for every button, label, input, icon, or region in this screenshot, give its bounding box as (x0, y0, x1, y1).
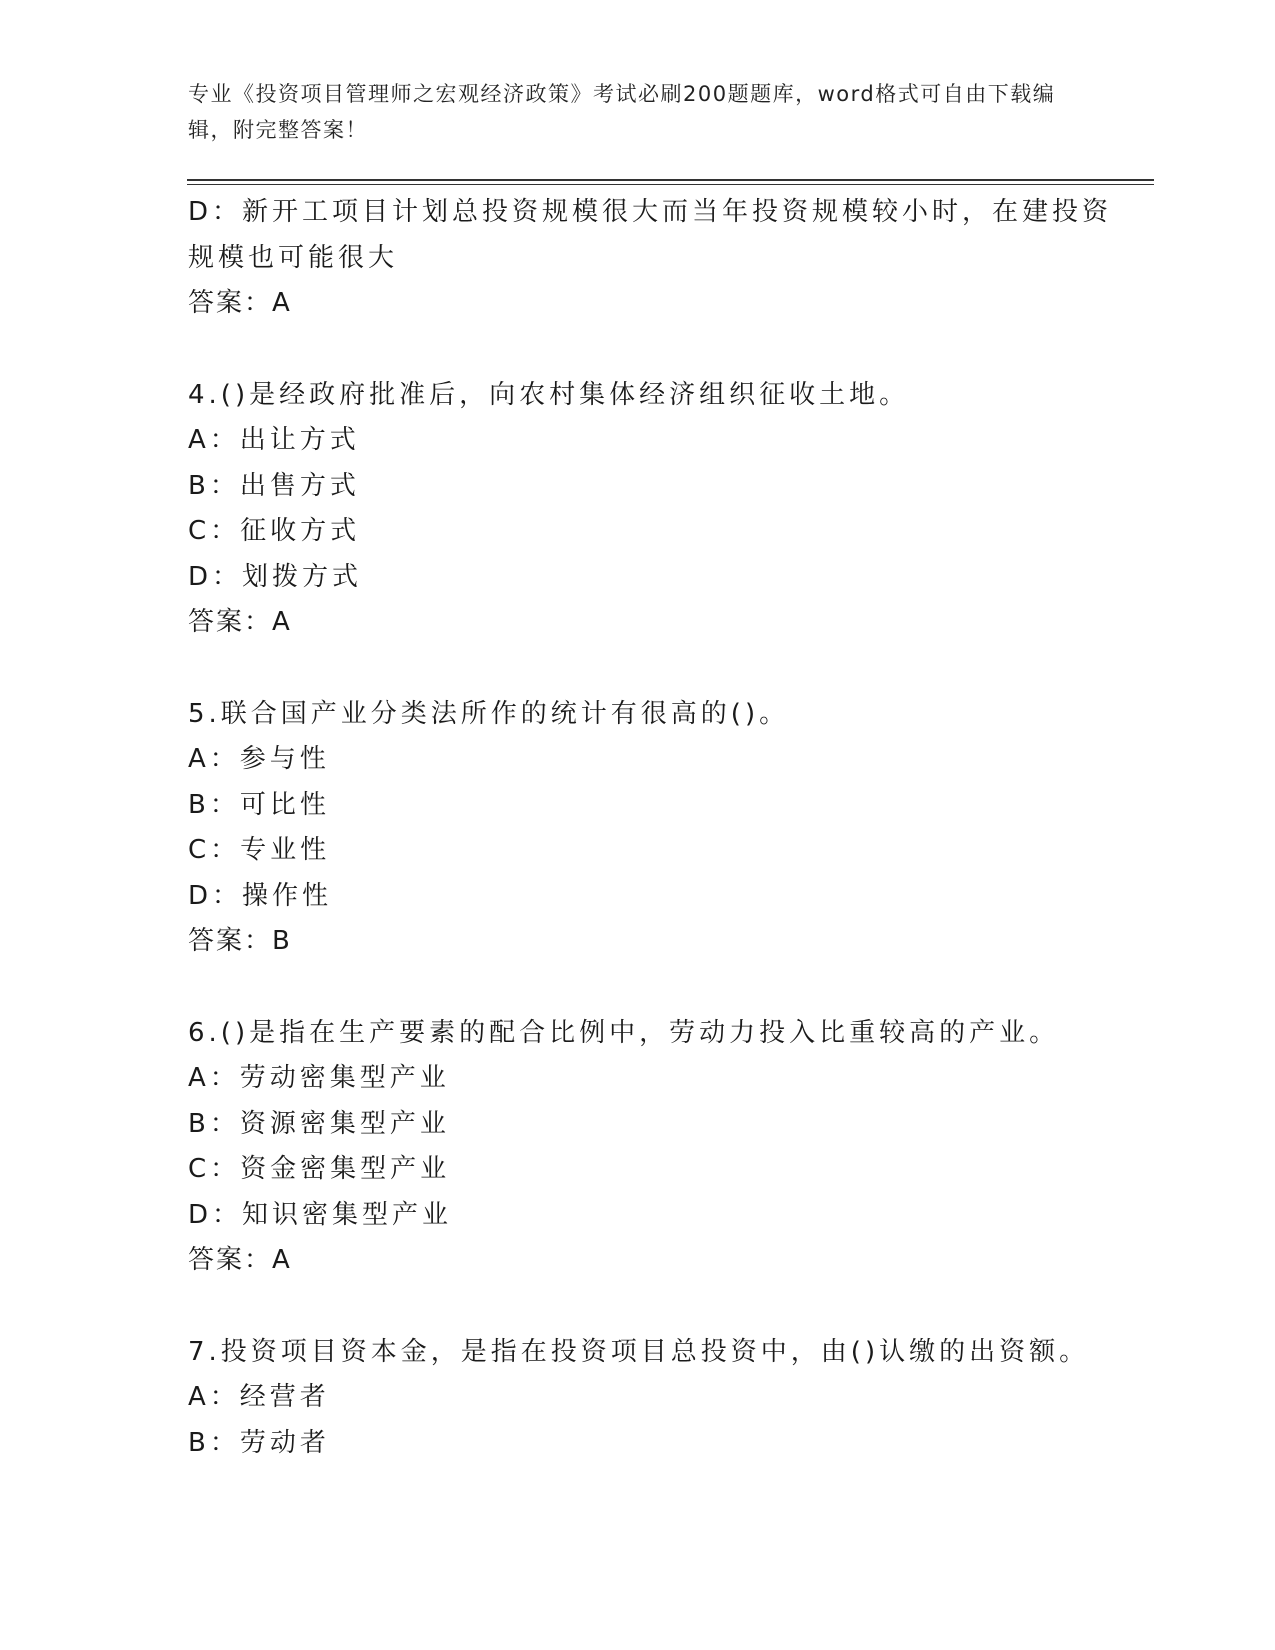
header-rule-thick (187, 179, 1154, 181)
option-c: C：专业性 (188, 835, 331, 865)
option-d-line-1: D：新开工项目计划总投资规模很大而当年投资规模较小时，在建投资 (188, 197, 1113, 227)
question-stem: 5.联合国产业分类法所作的统计有很高的()。 (188, 698, 790, 729)
option-d: D：划拨方式 (188, 561, 363, 592)
option-a: A：劳动密集型产业 (188, 1063, 450, 1093)
question-stem: 4.()是经政府批准后，向农村集体经济组织征收土地。 (188, 379, 910, 410)
option-d-line-2: 规模也可能很大 (188, 242, 399, 273)
option-a: A：经营者 (188, 1382, 330, 1412)
answer: 答案：A (188, 607, 292, 637)
question-5 (188, 692, 1088, 965)
option-b: B：可比性 (188, 789, 330, 820)
question-stem: 6.()是指在生产要素的配合比例中，劳动力投入比重较高的产业。 (188, 1017, 1060, 1048)
question-stem: 7.投资项目资本金，是指在投资项目总投资中，由()认缴的出资额。 (188, 1336, 1090, 1367)
question-4 (188, 373, 1088, 646)
question-7 (188, 1330, 1088, 1467)
option-d: D：操作性 (188, 880, 333, 911)
answer: 答案：A (188, 288, 292, 318)
document-body (188, 190, 1113, 1466)
option-c: C：资金密集型产业 (188, 1154, 451, 1184)
option-d: D：知识密集型产业 (188, 1199, 453, 1230)
option-a: A：出让方式 (188, 425, 360, 455)
option-c: C：征收方式 (188, 516, 361, 546)
question-6 (188, 1011, 1088, 1284)
answer: 答案：B (188, 926, 292, 956)
option-a: A：参与性 (188, 744, 330, 774)
option-b: B：资源密集型产业 (188, 1108, 450, 1139)
question-3-continuation (188, 190, 1113, 327)
option-b: B：出售方式 (188, 470, 360, 501)
header-rule-thin (187, 184, 1154, 185)
page-header: 专业《投资项目管理师之宏观经济政策》考试必刷200题题库，word格式可自由下载编辑，附完整答案！ (188, 82, 1056, 142)
option-b: B：劳动者 (188, 1427, 330, 1458)
answer: 答案：A (188, 1245, 292, 1275)
